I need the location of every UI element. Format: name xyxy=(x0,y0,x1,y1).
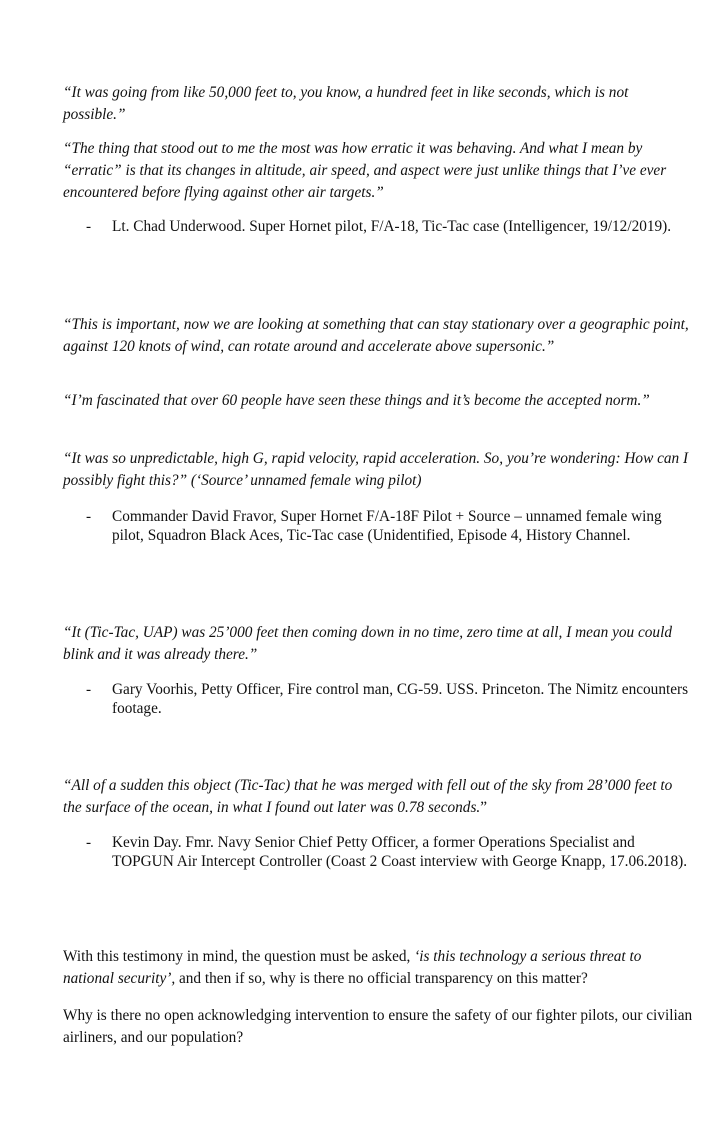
quote-day-close: ” xyxy=(480,799,488,816)
quote-fravor-2: “I’m fascinated that over 60 people have seen these things and it’s become the accepted norm.” xyxy=(63,392,650,409)
quote-day-text: “All of a sudden this object (Tic-Tac) that he was merged with fell out of the sky from 28’000 feet to the surface of the ocean, in what I found out later was 0.78 seconds. xyxy=(63,777,673,816)
conclusion-paragraph-2: Why is there no open acknowledging intervention to ensure the safety of our fighter pilots, our civilian airliners, and our population? xyxy=(63,1007,693,1046)
bullet-dash: - xyxy=(86,218,92,235)
conclusion-paragraph-1 xyxy=(63,946,693,990)
attribution-voorhis: Gary Voorhis, Petty Officer, Fire control man, CG-59. USS. Princeton. The Nimitz encounters footage. xyxy=(112,681,689,717)
quote-day xyxy=(63,775,693,819)
quote-underwood-1: “It was going from like 50,000 feet to, you know, a hundred feet in like seconds, which is not possible.” xyxy=(63,84,629,123)
quote-voorhis: “It (Tic-Tac, UAP) was 25’000 feet then coming down in no time, zero time at all, I mean you could blink and it was already there.” xyxy=(63,624,672,663)
quote-source: “It was so unpredictable, high G, rapid velocity, rapid acceleration. So, you’re wondering: How can I possibly fight this?” (‘Source’ unnamed female wing pilot) xyxy=(63,450,689,489)
attribution-underwood: Lt. Chad Underwood. Super Hornet pilot, F/A-18, Tic-Tac case (Intelligencer, 19/12/2019). xyxy=(112,218,672,235)
bullet-dash: - xyxy=(86,681,92,698)
quote-fravor-1: “This is important, now we are looking at something that can stay stationary over a geographic point, against 120 knots of wind, can rotate around and accelerate above supersonic.” xyxy=(63,316,689,355)
bullet-dash: - xyxy=(86,508,92,525)
attribution-fravor: Commander David Fravor, Super Hornet F/A-18F Pilot + Source – unnamed female wing pilot, Squadron Black Aces, Tic-Tac case (Unidentified, Episode 4, History Channel. xyxy=(112,508,662,544)
conclusion-italic-question: ‘is this technology a serious threat to national security’, xyxy=(63,948,642,987)
conclusion-text-start: With this testimony in mind, the question must be asked, xyxy=(63,948,415,965)
conclusion-text-end: and then if so, why is there no official transparency on this matter? xyxy=(175,970,588,987)
quote-underwood-2: “The thing that stood out to me the most was how erratic it was behaving. And what I mean by “erratic” is that its changes in altitude, air speed, and aspect were just unlike things that I’ve ever encountered before flying against other air targets.” xyxy=(63,140,667,201)
attribution-day: Kevin Day. Fmr. Navy Senior Chief Petty Officer, a former Operations Specialist and TOPGUN Air Intercept Controller (Coast 2 Coast interview with George Knapp, 17.06.2018). xyxy=(112,834,688,870)
bullet-dash: - xyxy=(86,834,92,851)
